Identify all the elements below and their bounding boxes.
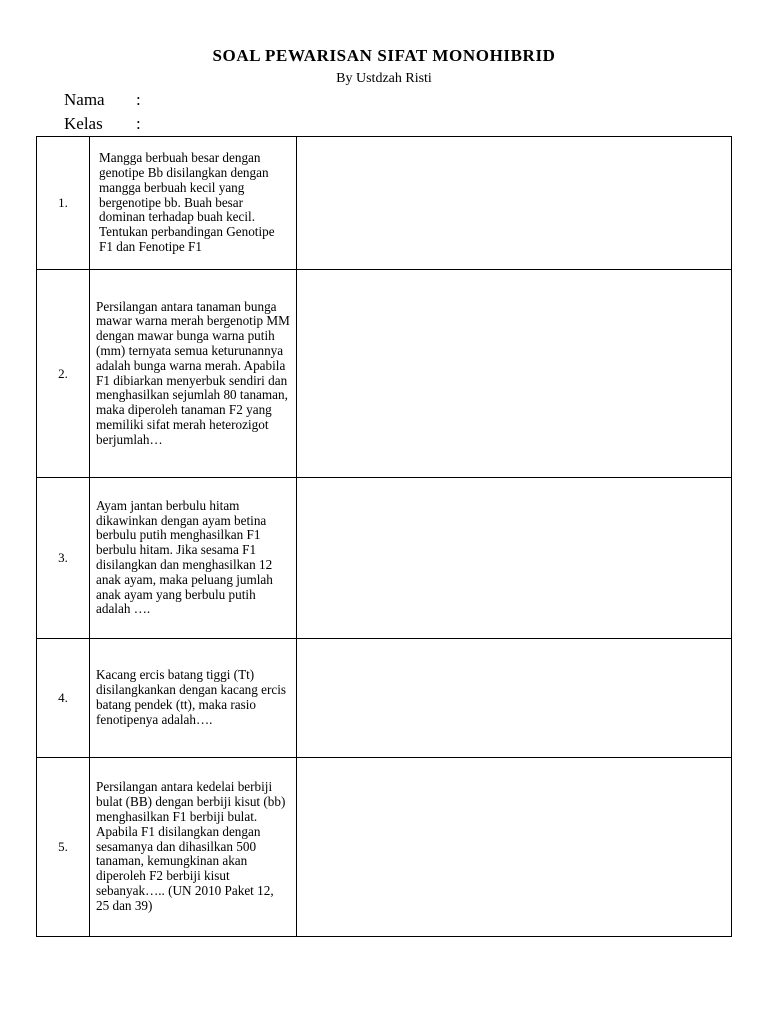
question-text-cell (90, 639, 297, 758)
question-row (37, 137, 732, 270)
answer-cell (297, 137, 732, 270)
nama-label: Nama (64, 90, 105, 109)
question-row (37, 639, 732, 758)
kelas-field (64, 114, 141, 134)
question-text-cell (90, 137, 297, 270)
question-text-cell (90, 270, 297, 478)
question-row (37, 270, 732, 478)
question-number: 4. (37, 639, 90, 758)
question-number: 3. (37, 478, 90, 639)
question-row (37, 758, 732, 937)
kelas-label: Kelas (64, 114, 103, 133)
question-number: 1. (37, 137, 90, 270)
question-table (36, 136, 732, 937)
question-text-cell (90, 758, 297, 937)
question-number: 2. (37, 270, 90, 478)
question-text: Mangga berbuah besar dengan genotipe Bb disilangkan dengan mangga berbuah kecil yang bergenotipe bb. Buah besar dominan terhadap buah kecil. Tentukan perbandingan Genotipe F1 dan Fenotipe F1 (99, 150, 275, 254)
question-text-cell (90, 478, 297, 639)
answer-cell (297, 639, 732, 758)
question-text: Persilangan antara kedelai berbiji bulat (BB) dengan berbiji kisut (bb) menghasilkan F1 berbiji bulat. Apabila F1 disilangkan dengan sesamanya dan dihasilkan 500 tanaman, kemungkinan akan diperoleh F2 berbiji kisut sebanyak….. (UN 2010 Paket 12, 25 dan 39) (96, 779, 286, 913)
page-title: SOAL PEWARISAN SIFAT MONOHIBRID (212, 46, 556, 65)
question-number: 5. (37, 758, 90, 937)
kelas-separator: : (136, 114, 141, 133)
question-text: Ayam jantan berbulu hitam dikawinkan dengan ayam betina berbulu putih menghasilkan F1 berbulu hitam. Jika sesama F1 disilangkan dan menghasilkan 12 anak ayam, maka peluang jumlah anak ayam yang berbulu putih adalah …. (96, 497, 273, 617)
answer-cell (297, 478, 732, 639)
nama-separator: : (136, 90, 141, 109)
question-text: Kacang ercis batang tiggi (Tt) disilangkankan dengan kacang ercis batang pendek (tt), maka rasio fenotipenya adalah…. (96, 667, 287, 727)
question-row (37, 478, 732, 639)
page-subtitle: By Ustdzah Risti (336, 71, 432, 86)
answer-cell (297, 758, 732, 937)
question-text: Persilangan antara tanaman bunga mawar warna merah bergenotip MM dengan mawar bunga warna putih (mm) ternyata semua keturunannya adalah bunga warna merah. Apabila F1 dibiarkan menyerbuk sendiri dan menghasilkan sejumlah 80 tanaman, maka diperoleh tanaman F2 yang memiliki sifat merah heterozigot berjumlah… (96, 298, 290, 447)
nama-field (64, 90, 141, 110)
answer-cell (297, 270, 732, 478)
